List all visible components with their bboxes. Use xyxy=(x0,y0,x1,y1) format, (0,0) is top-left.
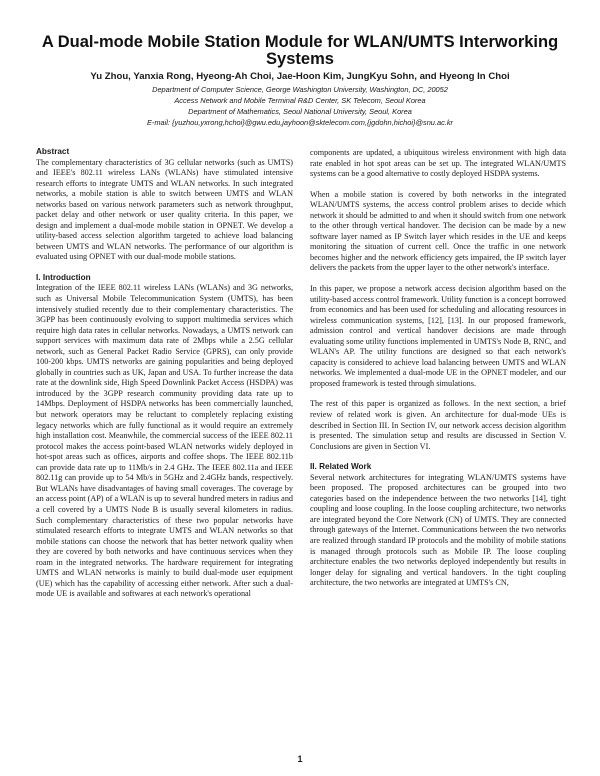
related-work-text: Several network architectures for integrating WLAN/UMTS systems have been proposed. The proposed architectures can be grouped into two categories based on the independence between the two networks [14], tight coupling and loose coupling. In the loose coupling architecture, two networks are integrated beyond the Core Network (CN) of UMTS. They are connected through gateways of the Internet. Communications between the two networks are realized through standard IP protocols and the mobility of mobile stations is managed through protocols such as Mobile IP. The loose coupling architecture enables the two networks deployed independently but results in longer delay for signaling and vertical handovers. In the tight coupling architecture, the two networks are integrated at UMTS's CN, xyxy=(310,472,566,588)
paper-title: A Dual-mode Mobile Station Module for WLAN/UMTS Interworking Systems xyxy=(41,33,559,68)
affiliation-gwu: Department of Computer Science, George Washington University, Washington, DC, 20052 xyxy=(152,85,448,94)
intro-continued-paragraph: components are updated, a ubiquitous wireless environment with high data rate enabled in hot spot areas can be set up. The integrated WLAN/UMTS systems can be a good alternative to costly deployed HSDPA systems. xyxy=(310,148,566,179)
author-list: Yu Zhou, Yanxia Rong, Hyeong-Ah Choi, Jae-Hoon Kim, JungKyu Sohn, and Hyeong In Choi xyxy=(90,71,510,82)
introduction-heading: I. Introduction xyxy=(36,272,91,282)
abstract-text: The complementary characteristics of 3G cellular networks (such as UMTS) and IEEE's 802.11 wireless LANs (WLANs) have stimulated intensive research efforts to integrate UMTS and WLAN networks. In such integrated networks, a mobile station is able to switch between UMTS and WLAN networks based on various network parameters such as network throughput, packet delay and other network or user quality criteria. In this paper, we design and implement a dual-mode mobile station in OPNET. We develop a utility-based access selection algorithm targeted to achieve load balancing between UMTS and WLAN networks. The performance of our algorithm is evaluated using OPNET with our dual-mode mobile stations. xyxy=(36,157,293,262)
proposal-paragraph: In this paper, we propose a network access decision algorithm based on the utility-based access control framework. Utility function is a concept borrowed from economics and has been used for scheduling and allocating resources in wireless communication systems, [12], [13]. In our proposed framework, admission control and vertical handover decisions are made through evaluating some utility functions implemented in UMTS's Node B, RNC, and WLAN's AP. The utility functions are designed so that each network's capacity is considered to achieve load balancing between UMTS and WLAN networks. We implemented a dual-mode UE in the OPNET modeler, and our proposed framework is tested through simulations. xyxy=(310,284,567,388)
organization-paragraph: The rest of this paper is organized as follows. In the next section, a brief review of related work is given. An architecture for dual-mode UEs is described in Section III. In Section IV, our network access decision algorithm is presented. The simulation setup and results are discussed in Section V. Conclusions are given in Section VI. xyxy=(310,399,566,451)
related-work-heading: II. Related Work xyxy=(310,462,372,472)
introduction-text: Integration of the IEEE 802.11 wireless LANs (WLANs) and 3G networks, such as Universal Mobile Telecommunication System (UMTS), has been intensively studied recently due to their complementary characteristics. The 3GPP has been continuously evolving to support multimedia services which require high data rates in cellular networks. Nowadays, a UMTS network can support services with maximum data rate of 2Mbps while a 2.5G cellular network, such as General Packet Radio Service (GPRS), can only provide 100-200 kbps. UMTS networks are gaining popularities and being deployed globally in countries such as UK, Japan and USA. To further increase the data rate at the downlink side, High Speed Downlink Packet Access (HSDPA) was introduced by the 3GPP research community providing data rate up to 14Mbps. Deployment of HSDPA networks has been commercially launched, but network operators may be reluctant to completely replacing existing legacy networks which are fully functional as it would require an extremely high installation cost. Meanwhile, the commercial success of the IEEE 802.11 protocol makes the access point-based WLAN networks widely deployed in hot-spot areas such as offices, airports and coffee shops. The IEEE 802.11b can provide data rate up to 11Mb/s in 2.4 GHz. The IEEE 802.11a and IEEE 802.11g can provide up to 54 Mb/s in 5GHz and 2.4GHz bands, respectively. But WLANs have disadvantages of having small coverages. The coverage by an access point (AP) of a WLAN is up to several hundred meters in radius and a cell covered by a UMTS Node B is usually several kilometers in radius. Such complementary characteristics of these two popular networks have stimulated research efforts to integrate UMTS and WLAN networks so that mobile stations can choose the network that has better network quality when they are covered by both networks and have continuous services when they roam in the integrated networks. The hardware requirement for integrating UMTS and WLAN networks is mainly to build dual-mode user equipment (UE) which has the capability of accessing either network. After such a dual-mode UE is available and softwares at each network's operational xyxy=(36,283,294,599)
right-column xyxy=(310,148,566,589)
left-column xyxy=(36,147,293,600)
affiliation-snu: Department of Mathematics, Seoul National University, Seoul, Korea xyxy=(188,107,412,116)
access-control-paragraph: When a mobile station is covered by both networks in the integrated WLAN/UMTS systems, the access control problem arises to decide which network it should be admitted to and when it should switch from one network to the other through vertical handover. The decision can be made by a new software layer named as IP Switch layer which resides in the UE and keeps monitoring the situation of current cell. Once the traffic in one network becomes higher and the network efficiency gets impaired, the IP switch layer delivers the packets from the upper layer to the other network's interface. xyxy=(310,189,566,273)
abstract-heading: Abstract xyxy=(36,147,70,156)
page-number: 1 xyxy=(297,754,303,764)
affiliation-sk-telecom: Access Network and Mobile Terminal R&D Center, SK Telecom, Seoul Korea xyxy=(174,96,426,105)
author-emails: E-mail: {yuzhou,yxrong,hchoi}@gwu.edu,jayhoon@sktelecom.com,{jgdohn,hichoi}@snu.ac.kr xyxy=(147,118,453,127)
